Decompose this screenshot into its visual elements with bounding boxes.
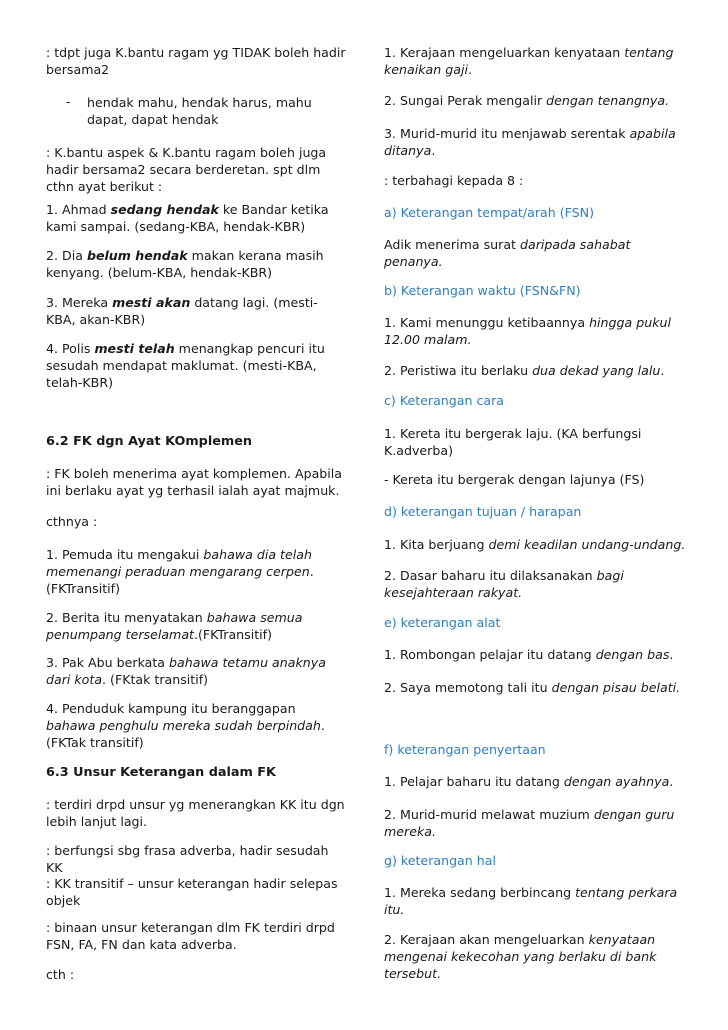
paragraph — [46, 44, 346, 78]
text-run: : terdiri drpd unsur yg menerangkan KK itu dgn lebih lanjut lagi. — [46, 797, 345, 829]
emphasis-text: sedang hendak — [110, 202, 219, 217]
emphasis-text: bahawa penghulu mereka sudah berpindah — [46, 718, 321, 733]
example-line — [384, 125, 690, 159]
text-run: makan kerana masih kenyang. (belum-KBA, hendak-KBR) — [46, 248, 324, 280]
example-line — [46, 609, 346, 643]
bullet-marker: - — [66, 94, 71, 109]
section-heading: 6.3 Unsur Keterangan dalam FK — [46, 765, 276, 780]
paragraph — [46, 842, 346, 876]
text-run: 3. Mereka — [46, 295, 113, 310]
emphasis-text: bahawa semua penumpang terselamat — [46, 610, 303, 642]
text-run: 2. Berita itu menyatakan — [46, 610, 207, 625]
text-run: .(FKTak transitif) — [46, 718, 325, 750]
example-line — [384, 806, 690, 840]
example-line — [384, 471, 690, 488]
text-run: Adik menerima surat — [384, 237, 520, 252]
example-line — [46, 654, 346, 688]
text-run: 2. Dia — [46, 248, 87, 263]
emphasis-text: mesti akan — [112, 295, 191, 310]
example-line — [384, 931, 690, 982]
subheading-e: e) keterangan alat — [384, 615, 501, 630]
example-line — [384, 44, 690, 78]
emphasis-text: tentang perkara itu. — [384, 885, 678, 917]
example-line — [384, 314, 690, 348]
bullet-text: hendak mahu, hendak harus, mahu dapat, dapat hendak — [87, 95, 312, 127]
subheading-a: a) Keterangan tempat/arah (FSN) — [384, 205, 594, 220]
text-run: ke Bandar ketika kami sampai. (sedang-KBA, hendak-KBR) — [46, 202, 329, 234]
text-run: 2. Kerajaan akan mengeluarkan — [384, 932, 589, 947]
emphasis-text: dengan pisau belati. — [551, 680, 681, 695]
text-run: : FK boleh menerima ayat komplemen. Apabila ini berlaku ayat yg terhasil ialah ayat majmuk. — [46, 466, 343, 498]
subheading-c: c) Keterangan cara — [384, 393, 505, 408]
example-line — [384, 362, 690, 379]
emphasis-text: demi keadilan undang-undang. — [488, 537, 686, 552]
text-run: 1. Mereka sedang berbincang — [384, 885, 576, 900]
subheading-f: f) keterangan penyertaan — [384, 742, 546, 757]
text-run: : berfungsi sbg frasa adverba, hadir sesudah KK — [46, 843, 329, 875]
emphasis-text: belum hendak — [86, 248, 188, 263]
example-line — [46, 201, 346, 235]
text-run: 4. Penduduk kampung itu beranggapan — [46, 701, 296, 716]
emphasis-text: kenyataan mengenai kekecohan yang berlaku di bank tersebut. — [384, 932, 657, 981]
subheading-b: b) Keterangan waktu (FSN&FN) — [384, 283, 581, 298]
emphasis-text: mesti telah — [94, 341, 175, 356]
paragraph — [46, 966, 346, 983]
text-run: 3. Murid-murid itu menjawab serentak — [384, 126, 630, 141]
paragraph — [46, 875, 346, 909]
paragraph — [384, 172, 690, 189]
text-run: - Kereta itu bergerak dengan lajunya (FS) — [384, 472, 645, 487]
text-run: menangkap pencuri itu sesudah mendapat maklumat. (mesti-KBA, telah-KBR) — [46, 341, 325, 390]
section-heading: 6.2 FK dgn Ayat KOmplemen — [46, 434, 253, 449]
example-line — [384, 236, 690, 270]
example-line — [384, 92, 690, 109]
text-run: .(FKTransitif) — [193, 627, 272, 642]
paragraph — [46, 513, 346, 530]
text-run: . — [431, 143, 436, 158]
text-run: : KK transitif – unsur keterangan hadir selepas objek — [46, 876, 338, 908]
example-line — [46, 700, 346, 751]
text-run: . — [669, 774, 674, 789]
example-line — [46, 247, 346, 281]
text-run: 1. Kita berjuang — [384, 537, 489, 552]
text-run: . — [669, 647, 674, 662]
paragraph — [46, 796, 346, 830]
emphasis-text: dengan bas — [595, 647, 670, 662]
text-run: : K.bantu aspek & K.bantu ragam boleh juga hadir bersama2 secara berderetan. spt dlm cthn ayat berikut : — [46, 145, 327, 194]
example-line — [384, 646, 690, 663]
text-run: . — [660, 363, 665, 378]
example-line — [46, 294, 346, 328]
text-run: 2. Murid-murid melawat muzium — [384, 807, 594, 822]
text-run: 2. Dasar baharu itu dilaksanakan — [384, 568, 597, 583]
example-line — [384, 773, 690, 790]
text-run: 1. Kereta itu bergerak laju. (KA berfungsi K.adverba) — [384, 426, 642, 458]
subheading-d: d) keterangan tujuan / harapan — [384, 504, 582, 519]
subheading-g: g) keterangan hal — [384, 853, 496, 868]
example-line — [384, 425, 690, 459]
example-line — [384, 884, 690, 918]
text-run: . (FKTransitif) — [46, 564, 314, 596]
text-run: 1. Pelajar baharu itu datang — [384, 774, 564, 789]
emphasis-text: dengan ayahnya — [563, 774, 670, 789]
text-run: 1. Rombongan pelajar itu datang — [384, 647, 596, 662]
example-line — [384, 567, 690, 601]
paragraph — [46, 919, 346, 953]
text-run: cth : — [46, 967, 75, 982]
text-run: cthnya : — [46, 514, 98, 529]
example-line — [384, 536, 690, 553]
emphasis-text: hingga pukul 12.00 malam. — [384, 315, 671, 347]
text-run: 2. Sungai Perak mengalir — [384, 93, 547, 108]
text-run: : terbahagi kepada 8 : — [384, 173, 524, 188]
emphasis-text: bahawa dia telah memenangi peraduan mengarang cerpen — [46, 547, 312, 579]
example-line — [46, 340, 346, 391]
example-line — [46, 546, 346, 597]
emphasis-text: daripada sahabat penanya. — [384, 237, 631, 269]
text-run: 3. Pak Abu berkata — [46, 655, 170, 670]
paragraph — [46, 144, 346, 195]
emphasis-text: bagi kesejahteraan rakyat. — [384, 568, 624, 600]
emphasis-text: dengan tenangnya. — [546, 93, 670, 108]
example-line — [384, 679, 690, 696]
emphasis-text: dengan guru mereka. — [384, 807, 675, 839]
text-run: 4. Polis — [46, 341, 95, 356]
emphasis-text: dua dekad yang lalu — [532, 363, 661, 378]
emphasis-text: tentang kenaikan gaji — [384, 45, 674, 77]
text-run: 1. Kerajaan mengeluarkan kenyataan — [384, 45, 625, 60]
emphasis-text: apabila ditanya — [384, 126, 676, 158]
text-run: 1. Pemuda itu mengakui — [46, 547, 204, 562]
text-run: 1. Kami menunggu ketibaannya — [384, 315, 590, 330]
paragraph — [46, 465, 346, 499]
text-run: : tdpt juga K.bantu ragam yg TIDAK boleh hadir bersama2 — [46, 45, 346, 77]
text-run: 1. Ahmad — [46, 202, 111, 217]
text-run: . (FKtak transitif) — [102, 672, 209, 687]
text-run: 2. Peristiwa itu berlaku — [384, 363, 533, 378]
text-run: 2. Saya memotong tali itu — [384, 680, 552, 695]
emphasis-text: bahawa tetamu anaknya dari kota — [46, 655, 326, 687]
text-run: : binaan unsur keterangan dlm FK terdiri drpd FSN, FA, FN dan kata adverba. — [46, 920, 335, 952]
text-run: datang lagi. (mesti-KBA, akan-KBR) — [46, 295, 318, 327]
text-run: . — [467, 62, 472, 77]
